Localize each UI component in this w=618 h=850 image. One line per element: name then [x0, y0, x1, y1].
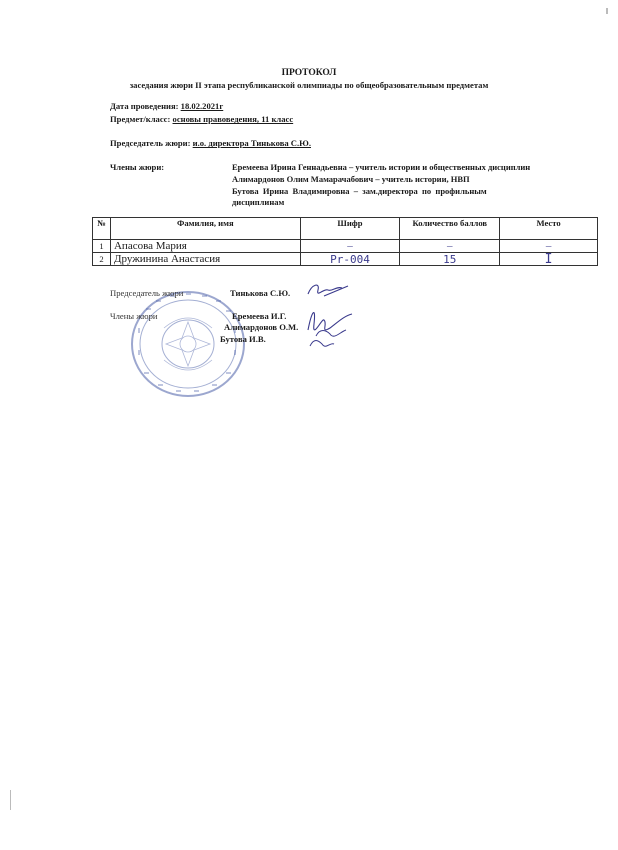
- jury-member-1: Еремеева Ирина Геннадьевна – учитель истории и общественных дисциплин: [232, 162, 531, 172]
- date-line: [110, 101, 223, 111]
- jury-label: Члены жюри:: [110, 162, 165, 172]
- jury-member-3-cont: дисциплинам: [232, 197, 285, 207]
- table-header-row: [93, 218, 598, 240]
- subject-value: основы правоведения, 11 класс: [172, 114, 294, 124]
- members-signatures-mark: [300, 300, 356, 354]
- chair-line: [110, 138, 311, 148]
- table-row: [93, 240, 598, 253]
- signature-member-1: Еремеева И.Г.: [232, 311, 287, 321]
- date-value: 18.02.2021г: [180, 101, 224, 111]
- signature-member-3: Бутова И.В.: [220, 334, 266, 344]
- subject-label: Предмет/класс:: [110, 114, 171, 124]
- participant-name: Апасова Мария: [110, 240, 300, 253]
- col-header-score: Количество баллов: [400, 218, 500, 240]
- col-header-name: Фамилия, имя: [110, 218, 300, 240]
- jury-member-2: Алимардонов Олим Мамарачабович – учитель истории, НВП: [232, 174, 470, 184]
- participant-code: –: [300, 240, 400, 253]
- jury-member-3: Бутова Ирина Владимировна – зам.директора по профильным: [232, 186, 487, 196]
- col-header-place: Место: [500, 218, 598, 240]
- signature-chair-label: Председатель жюри: [110, 288, 184, 298]
- chair-label: Председатель жюри:: [110, 138, 191, 148]
- protocol-subtitle: заседания жюри II этапа республиканской олимпиады по общеобразовательным предметам: [129, 80, 489, 90]
- row-number: 1: [93, 240, 111, 253]
- participant-place: –: [500, 240, 598, 253]
- signature-chair-name: Тинькова С.Ю.: [230, 288, 291, 298]
- chair-value: и.о. директора Тинькова С.Ю.: [192, 138, 311, 148]
- col-header-number: №: [93, 218, 111, 240]
- participant-score: 15: [400, 253, 500, 266]
- participant-place: I: [500, 253, 598, 266]
- participant-code: Pr-004: [300, 253, 400, 266]
- date-label: Дата проведения:: [110, 101, 179, 111]
- signature-member-2: Алимардонов О.М.: [224, 322, 299, 332]
- subject-line: [110, 114, 293, 124]
- results-table: [92, 217, 598, 266]
- participant-score: –: [400, 240, 500, 253]
- row-number: 2: [93, 253, 111, 266]
- protocol-title: ПРОТОКОЛ: [281, 68, 337, 78]
- scan-corner-mark: [606, 8, 608, 14]
- col-header-code: Шифр: [300, 218, 400, 240]
- scan-edge-mark: [10, 790, 11, 810]
- table-row: [93, 253, 598, 266]
- signature-members-label: Члены жюри: [110, 311, 158, 321]
- official-seal-stamp: [128, 288, 248, 400]
- participant-name: Дружинина Анастасия: [110, 253, 300, 266]
- chair-signature-mark: [302, 280, 352, 302]
